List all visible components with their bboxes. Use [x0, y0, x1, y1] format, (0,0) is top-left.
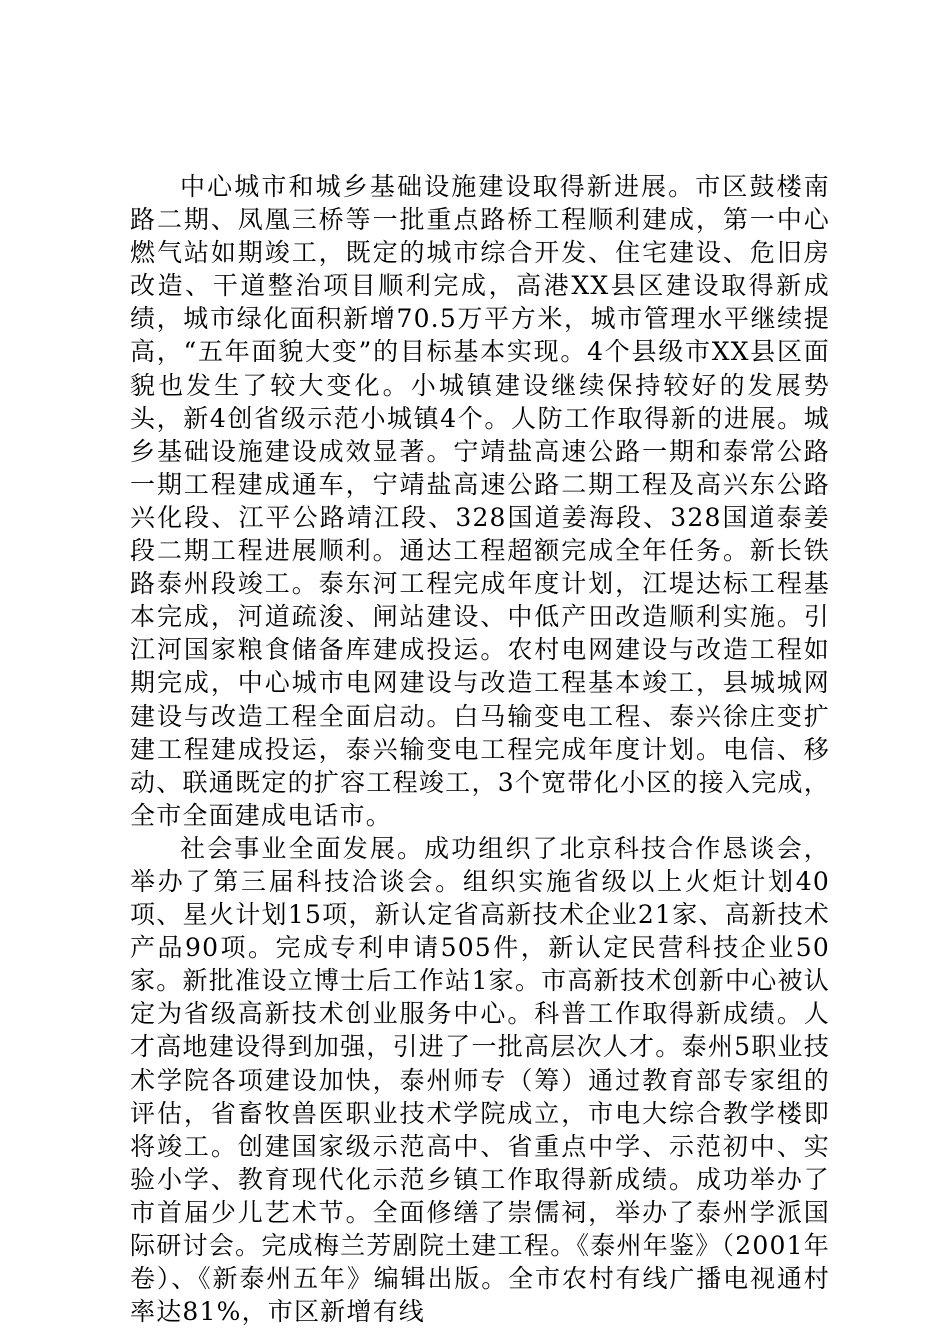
paragraph-infrastructure: 中心城市和城乡基础设施建设取得新进展。市区鼓楼南路二期、凤凰三桥等一批重点路桥工程顺利建成，第一中心燃气站如期竣工，既定的城市综合开发、住宅建设、危旧房改造、干道整治项目顺利完成，高港XX县区建设取得新成绩，城市绿化面积新增70.5万平方米，城市管理水平继续提高，“五年面貌大变”的目标基本实现。4个县级市XX县区面貌也发生了较大变化。小城镇建设继续保持较好的发展势头，新4创省级示范小城镇4个。人防工作取得新的进展。城乡基础设施建设成效显著。宁靖盐高速公路一期和泰常公路一期工程建成通车，宁靖盐高速公路二期工程及高兴东公路兴化段、江平公路靖江段、328国道姜海段、328国道泰姜段二期工程进展顺利。通达工程超额完成全年任务。新长铁路泰州段竣工。泰东河工程完成年度计划，江堤达标工程基本完成，河道疏浚、闸站建设、中低产田改造顺利实施。引江河国家粮食储备库建成投运。农村电网建设与改造工程如期完成，中心城市电网建设与改造工程基本竣工，县城城网建设与改造工程全面启动。白马输变电工程、泰兴徐庄变扩建工程建成投运，泰兴输变电工程完成年度计划。电信、移动、联通既定的扩容工程竣工，3个宽带化小区的接入完成，全市全面建成电话市。: [130, 172, 830, 830]
paragraph-social-affairs: 社会事业全面发展。成功组织了北京科技合作恳谈会，举办了第三届科技洽谈会。组织实施省级以上火炬计划40项、星火计划15项，新认定省高新技术企业21家、高新技术产品90项。完成专利申请505件，新认定民营科技企业50家。新批准设立博士后工作站1家。市高新技术创新中心被认定为省级高新技术创业服务中心。科普工作取得新成绩。人才高地建设得到加强，引进了一批高层次人才。泰州5职业技术学院各项建设加快，泰州师专（筹）通过教育部专家组的评估，省畜牧兽医职业技术学院成立，市电大综合教学楼即将竣工。创建国家级示范高中、省重点中学、示范初中、实验小学、教育现代化示范乡镇工作取得新成绩。成功举办了市首届少儿艺术节。全面修缮了崇儒祠，举办了泰州学派国际研讨会。完成梅兰芳剧院土建工程。《泰州年鉴》（2001年卷）、《新泰州五年》编辑出版。全市农村有线广播电视通村率达81%，市区新增有线: [130, 833, 830, 1327]
document-body: [130, 170, 830, 1328]
